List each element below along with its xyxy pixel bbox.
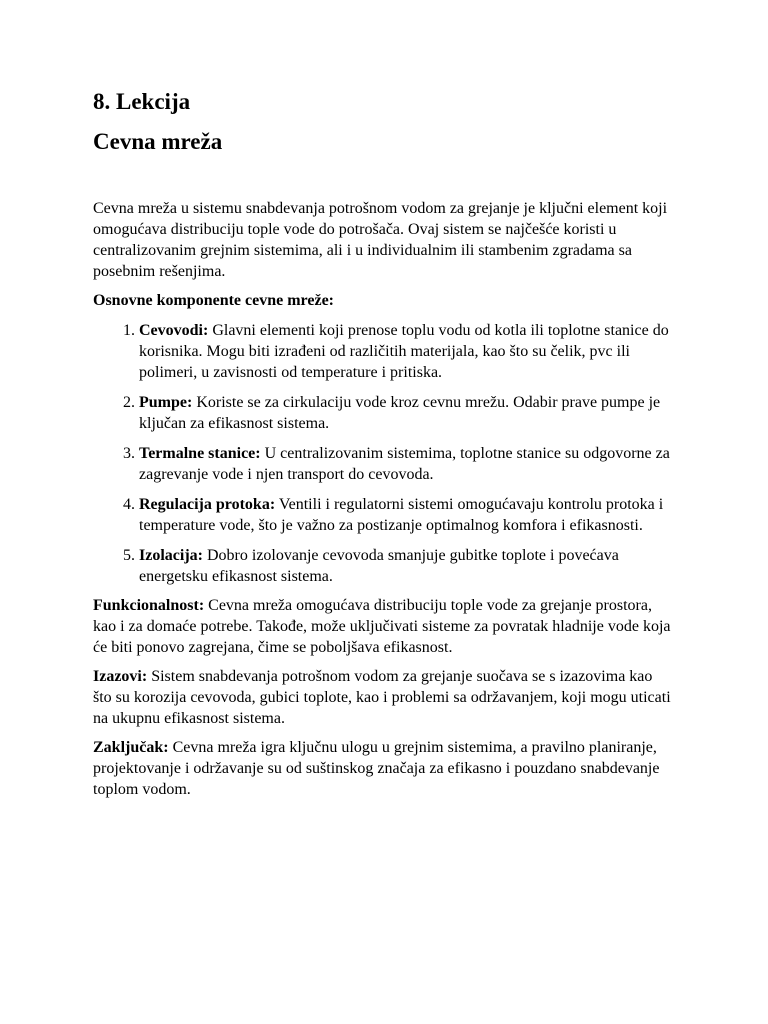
lesson-number: 8. Lekcija xyxy=(93,89,191,114)
list-item-text: U centralizovanim sistemima, toplotne stanice su odgovorne za zagrevanje vode i njen transport do cevovoda. xyxy=(139,445,670,483)
list-item-text: Ventili i regulatorni sistemi omogućavaju kontrolu protoka i temperature vode, što je važno za postizanje optimalnog komfora i efikasnosti. xyxy=(139,496,664,534)
lesson-title: Cevna mreža xyxy=(93,129,223,154)
list-item-term: Pumpe: xyxy=(139,394,193,411)
list-item-text: Koriste se za cirkulaciju vode kroz cevnu mrežu. Odabir prave pumpe je ključan za efikasnost sistema. xyxy=(139,394,661,432)
conclusion-term: Zaključak: xyxy=(93,739,169,756)
list-item-term: Termalne stanice: xyxy=(139,445,261,462)
list-item xyxy=(139,392,675,434)
conclusion-paragraph xyxy=(93,737,675,800)
list-item xyxy=(139,545,675,587)
list-item-text: Glavni elementi koji prenose toplu vodu od kotla ili toplotne stanice do korisnika. Mogu biti izrađeni od različitih materijala, kao što su čelik, pvc ili polimeri, u zavisnosti od temperature i pritiska. xyxy=(139,322,669,381)
challenges-term: Izazovi: xyxy=(93,668,148,685)
list-item-term: Cevovodi: xyxy=(139,322,209,339)
functionality-paragraph xyxy=(93,595,675,658)
intro-paragraph: Cevna mreža u sistemu snabdevanja potrošnom vodom za grejanje je ključni element koji omogućava distribuciju tople vode do potrošača. Ovaj sistem se najčešće koristi u centralizovanim grejnim sistemima, ali i u individualnim ili stambenim zgradama sa posebnim rešenjima. xyxy=(93,200,668,280)
list-item-term: Regulacija protoka: xyxy=(139,496,276,513)
list-item xyxy=(139,494,675,536)
list-item-text: Dobro izolovanje cevovoda smanjuje gubitke toplote i povećava energetsku efikasnost sistema. xyxy=(139,547,619,585)
list-item xyxy=(139,443,675,485)
components-list xyxy=(93,320,675,587)
functionality-text: Cevna mreža omogućava distribuciju tople vode za grejanje prostora, kao i za domaće potrebe. Takođe, može uključivati sisteme za povratak hladnije vode koja će biti ponovo zagrejana, čime se poboljšava efikasnost. xyxy=(93,597,671,656)
list-item xyxy=(139,320,675,383)
functionality-term: Funkcionalnost: xyxy=(93,597,205,614)
challenges-paragraph xyxy=(93,666,675,729)
list-item-term: Izolacija: xyxy=(139,547,203,564)
document-page xyxy=(93,86,675,800)
components-heading: Osnovne komponente cevne mreže: xyxy=(93,292,334,309)
conclusion-text: Cevna mreža igra ključnu ulogu u grejnim sistemima, a pravilno planiranje, projektovanje i održavanje su od suštinskog značaja za efikasno i pouzdano snabdevanje toplom vodom. xyxy=(93,739,660,798)
challenges-text: Sistem snabdevanja potrošnom vodom za grejanje suočava se s izazovima kao što su korozija cevovoda, gubici toplote, kao i problemi sa održavanjem, koji mogu uticati na ukupnu efikasnost sistema. xyxy=(93,668,671,727)
